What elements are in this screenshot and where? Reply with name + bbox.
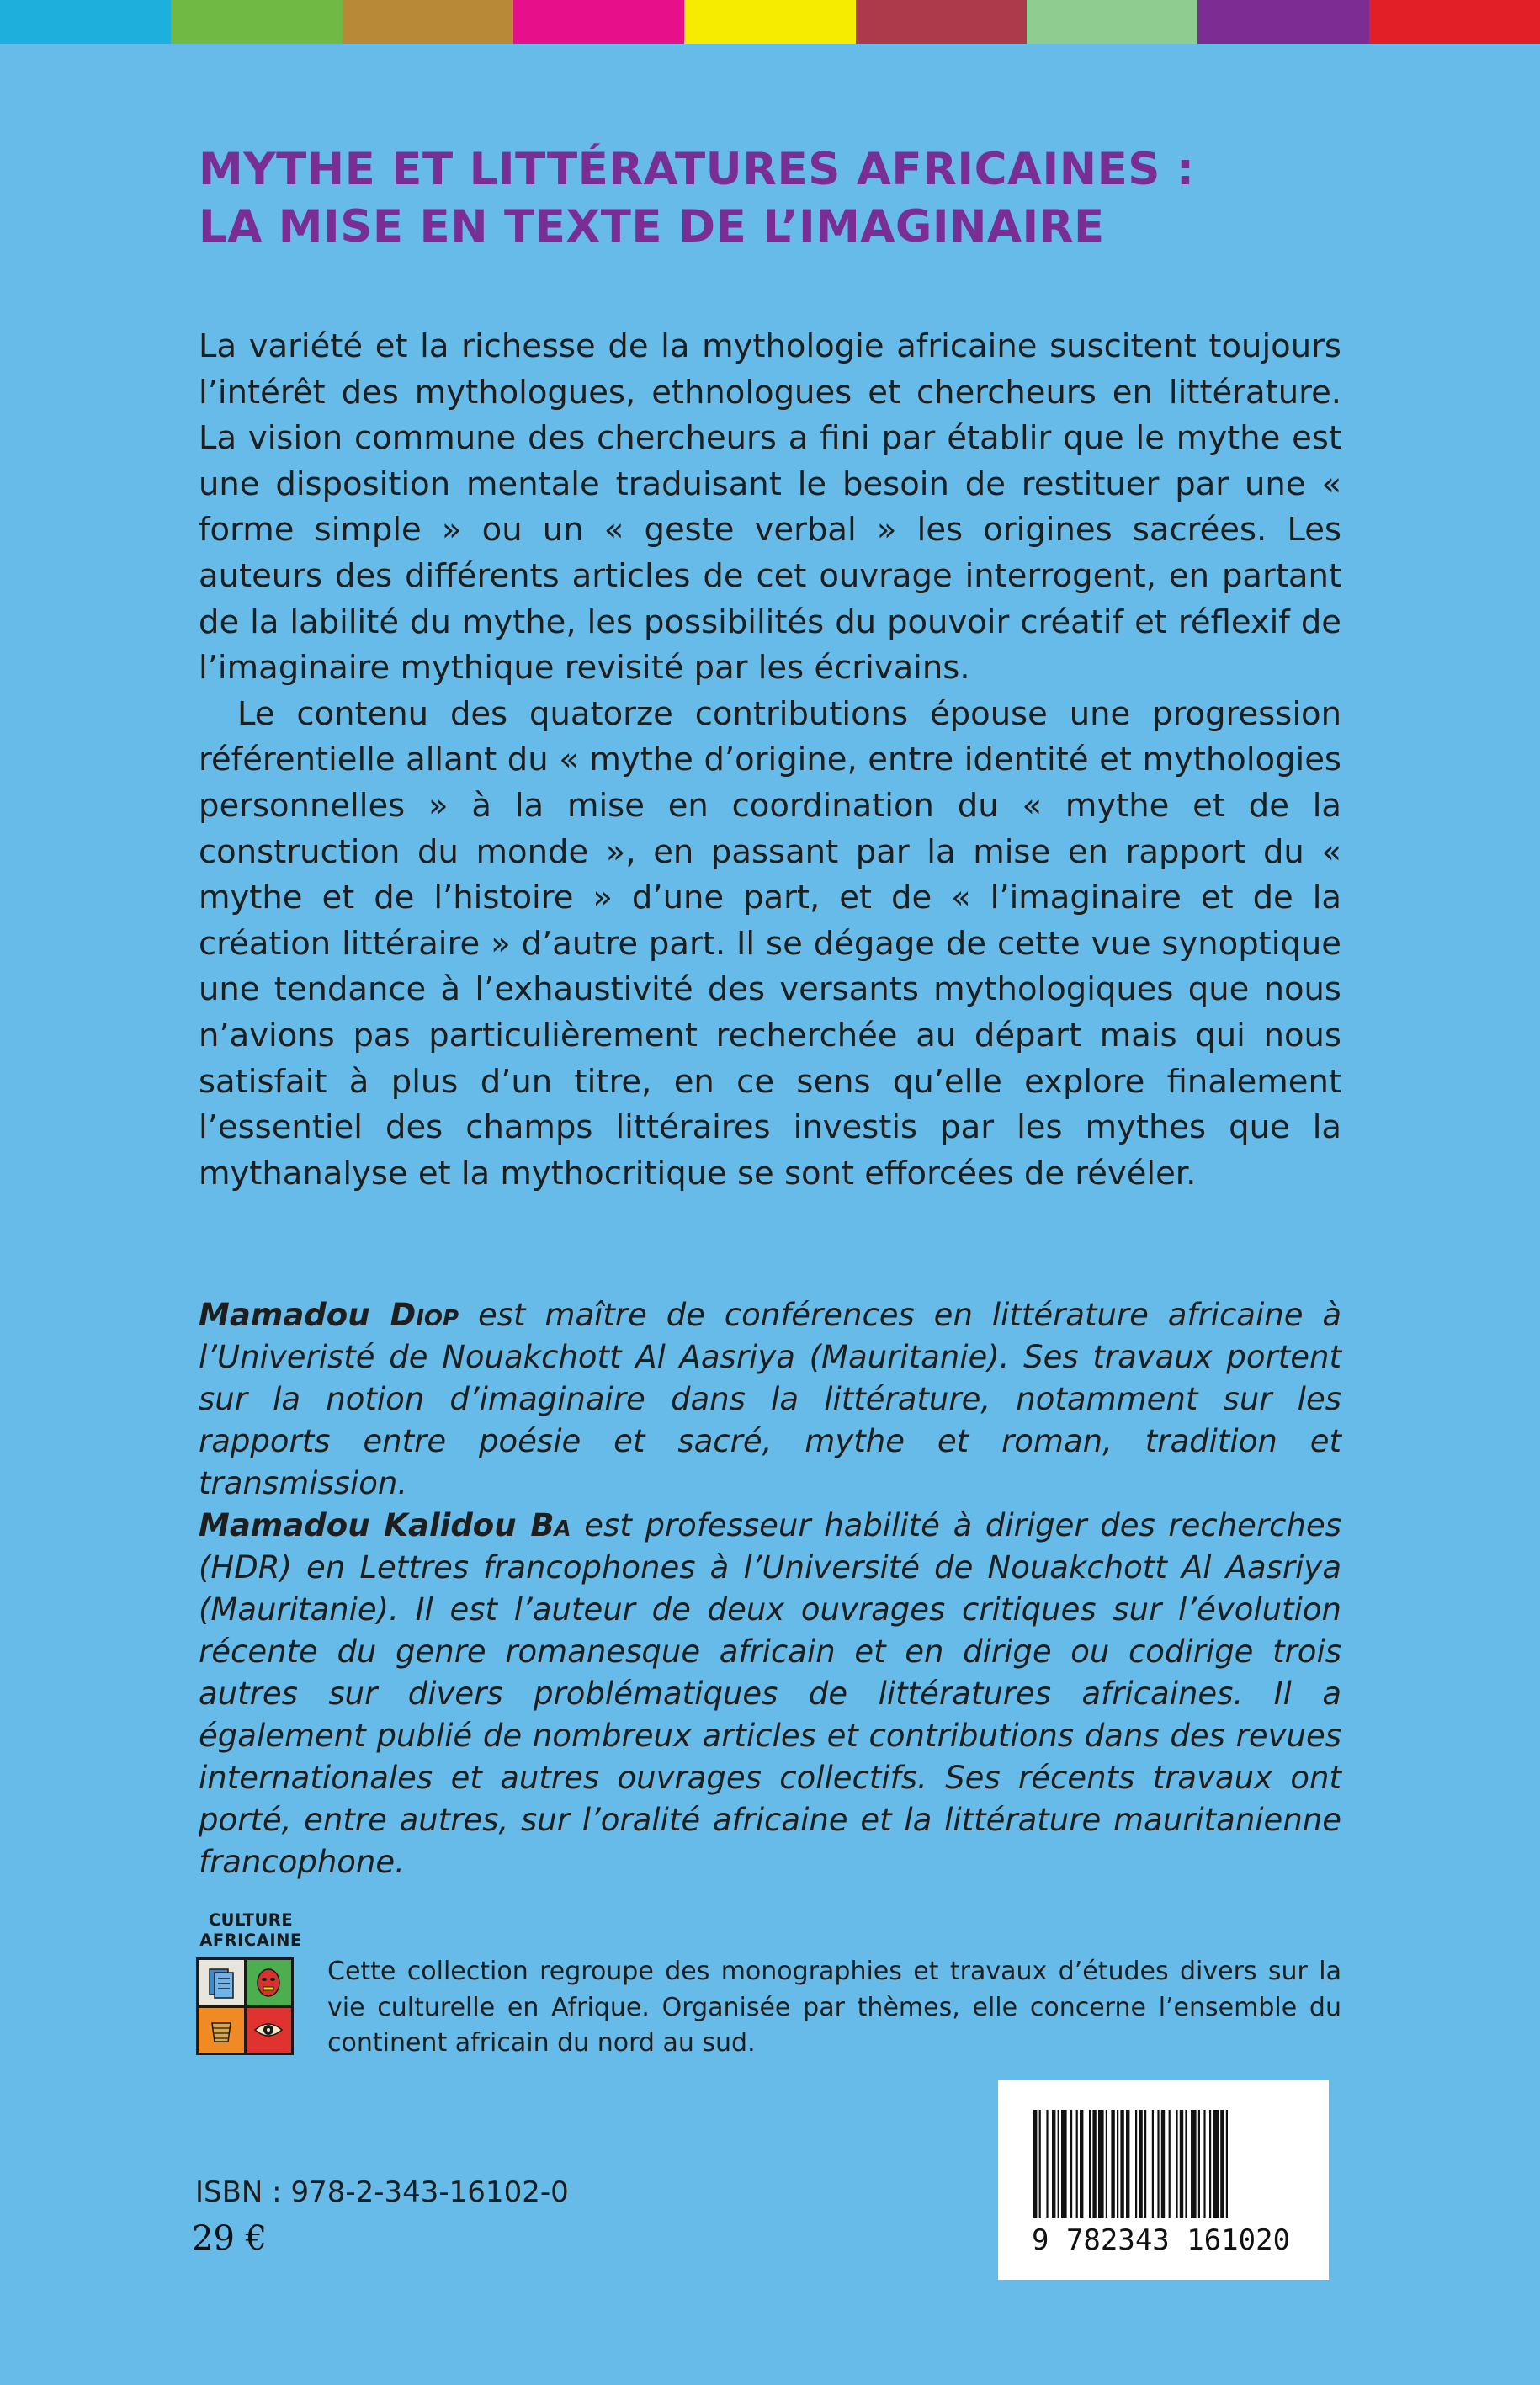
- barcode-bar: [1126, 2110, 1129, 2218]
- barcode-bar: [1220, 2110, 1224, 2218]
- barcode-bar: [1120, 2110, 1123, 2218]
- barcode-bar: [1226, 2110, 1228, 2218]
- barcode-bar: [1033, 2110, 1037, 2218]
- barcode-bar: [1039, 2110, 1041, 2218]
- author-last-name: Diop: [390, 1297, 459, 1333]
- color-strip: [0, 0, 1540, 44]
- color-band: [1027, 0, 1197, 44]
- barcode-bar: [1152, 2110, 1154, 2218]
- author-bio-text: est maître de conférences en littérature africaine à l’Univeristé de Nouakchott Al Aasriya (Mauritanie). Ses travaux portent sur la notion d’imaginaire dans la littérature, notamment sur les rapports entre poésie et sacré, mythe et roman, tradition et transmission.: [199, 1297, 1341, 1501]
- barcode-bar: [1169, 2110, 1171, 2218]
- book-title-line-2: LA MISE EN TEXTE DE L’IMAGINAIRE: [199, 201, 1105, 252]
- barcode-bar: [1117, 2110, 1118, 2218]
- mask-icon: [247, 1960, 292, 2005]
- barcode-bar: [1180, 2110, 1183, 2218]
- author-bio-text: est professeur habilité à diriger des recherches (HDR) en Lettres francophones à l’Université de Nouakchott Al Aasriya (Mauritanie). Il est l’auteur de deux ouvrages critiques sur l’évolution récente du genre romanesque africain et en dirige ou codirige trois autres sur divers problématiques de littératures africaines. Il a également publié de nombreux articles et contributions dans des revues internationales et autres ouvrages collectifs. Ses récents travaux ont porté, entre autres, sur l’oralité africaine et la littérature mauritanienne francophone.: [199, 1507, 1341, 1880]
- barcode-bar: [1052, 2110, 1055, 2218]
- summary-paragraph-2: Le contenu des quatorze contributions épouse une progression référentielle allant du « mythe d’origine, entre identité et mythologies personnelles » à la mise en coordination du « mythe et de la construction du monde », en passant par la mise en rapport du « mythe et de l’histoire » d’une part, et de « l’imaginaire et de la création littéraire » d’autre part. Il se dégage de cette vue synoptique une tendance à l’exhaustivité des versants mythologiques que nous n’avions pas particulièrement recherchée au départ mais qui nous satisfait à plus d’un titre, en ce sens qu’elle explore finalement l’essentiel des champs littéraires investis par les mythes que la mythanalyse et la mythocritique se sont efforcées de révéler.: [199, 694, 1341, 1192]
- book-title-line-1: MYTHE ET LITTÉRATURES AFRICAINES :: [199, 144, 1195, 195]
- collection-logo-label: [196, 1910, 305, 1951]
- barcode-bar: [1076, 2110, 1078, 2218]
- barcode-bar: [1061, 2110, 1067, 2218]
- barcode-bar: [1092, 2110, 1096, 2218]
- color-band: [0, 0, 171, 44]
- color-band: [1369, 0, 1540, 44]
- barcode-bar: [1157, 2110, 1159, 2218]
- isbn: ISBN : 978-2-343-16102-0: [195, 2175, 569, 2209]
- barcode-bar: [1209, 2110, 1211, 2218]
- barcode: [998, 2080, 1329, 2280]
- author-name-2: [199, 1507, 571, 1543]
- collection-logo-box: [196, 1957, 294, 2055]
- author-name-1: [199, 1297, 459, 1333]
- collection-logo-line-1: CULTURE: [208, 1910, 294, 1930]
- price: 29 €: [192, 2219, 268, 2258]
- summary: [199, 324, 1341, 1197]
- color-band: [343, 0, 513, 44]
- barcode-bar: [1198, 2110, 1200, 2218]
- color-band: [684, 0, 855, 44]
- barcode-bar: [1080, 2110, 1083, 2218]
- book-title: [199, 141, 1419, 256]
- basket-icon: [199, 2008, 244, 2053]
- barcode-bar: [1191, 2110, 1197, 2218]
- barcode-bar: [1213, 2110, 1219, 2218]
- color-band: [171, 0, 342, 44]
- barcode-bar: [1058, 2110, 1059, 2218]
- author-first-name: Mamadou Kalidou: [199, 1507, 517, 1543]
- barcode-bar: [1098, 2110, 1104, 2218]
- eye-icon: [247, 2008, 292, 2053]
- barcode-bar: [1135, 2110, 1137, 2218]
- collection-logo-line-2: AFRICAINE: [199, 1931, 302, 1950]
- barcode-digits: 9 782343 161020: [1032, 2223, 1291, 2257]
- author-bio-2: [199, 1505, 1341, 1883]
- barcode-bar: [1089, 2110, 1091, 2218]
- document-icon: [199, 1960, 244, 2005]
- barcode-bar: [1185, 2110, 1187, 2218]
- author-last-name: Ba: [530, 1507, 571, 1543]
- barcode-bar: [1161, 2110, 1165, 2218]
- barcode-bar: [1046, 2110, 1048, 2218]
- color-band: [513, 0, 684, 44]
- author-first-name: Mamadou: [199, 1297, 370, 1333]
- barcode-bar: [1176, 2110, 1177, 2218]
- collection-logo: [196, 1910, 305, 2055]
- barcode-bars: [1033, 2110, 1294, 2218]
- barcode-bar: [1070, 2110, 1072, 2218]
- barcode-bar: [1139, 2110, 1142, 2218]
- barcode-bar: [1203, 2110, 1205, 2218]
- summary-paragraph-1: La variété et la richesse de la mythologie africaine suscitent toujours l’intérêt des mythologues, ethnologues et chercheurs en littérature. La vision commune des chercheurs a fini par établir que le mythe est une disposition mentale traduisant le besoin de restituer par une « forme simple » ou un « geste verbal » les origines sacrées. Les auteurs des différents articles de cet ouvrage interrogent, en partant de la labilité du mythe, les possibilités du pouvoir créatif et réflexif de l’imaginaire mythique revisité par les écrivains.: [199, 327, 1341, 688]
- barcode-bar: [1144, 2110, 1146, 2218]
- collection-description: Cette collection regroupe des monographies et travaux d’études divers sur la vie culturelle en Afrique. Organisée par thèmes, elle concerne l’ensemble du continent africain du nord au sud.: [327, 1957, 1341, 2058]
- barcode-bar: [1106, 2110, 1107, 2218]
- color-band: [856, 0, 1027, 44]
- barcode-bar: [1111, 2110, 1114, 2218]
- author-bio-1: [199, 1294, 1341, 1505]
- color-band: [1197, 0, 1368, 44]
